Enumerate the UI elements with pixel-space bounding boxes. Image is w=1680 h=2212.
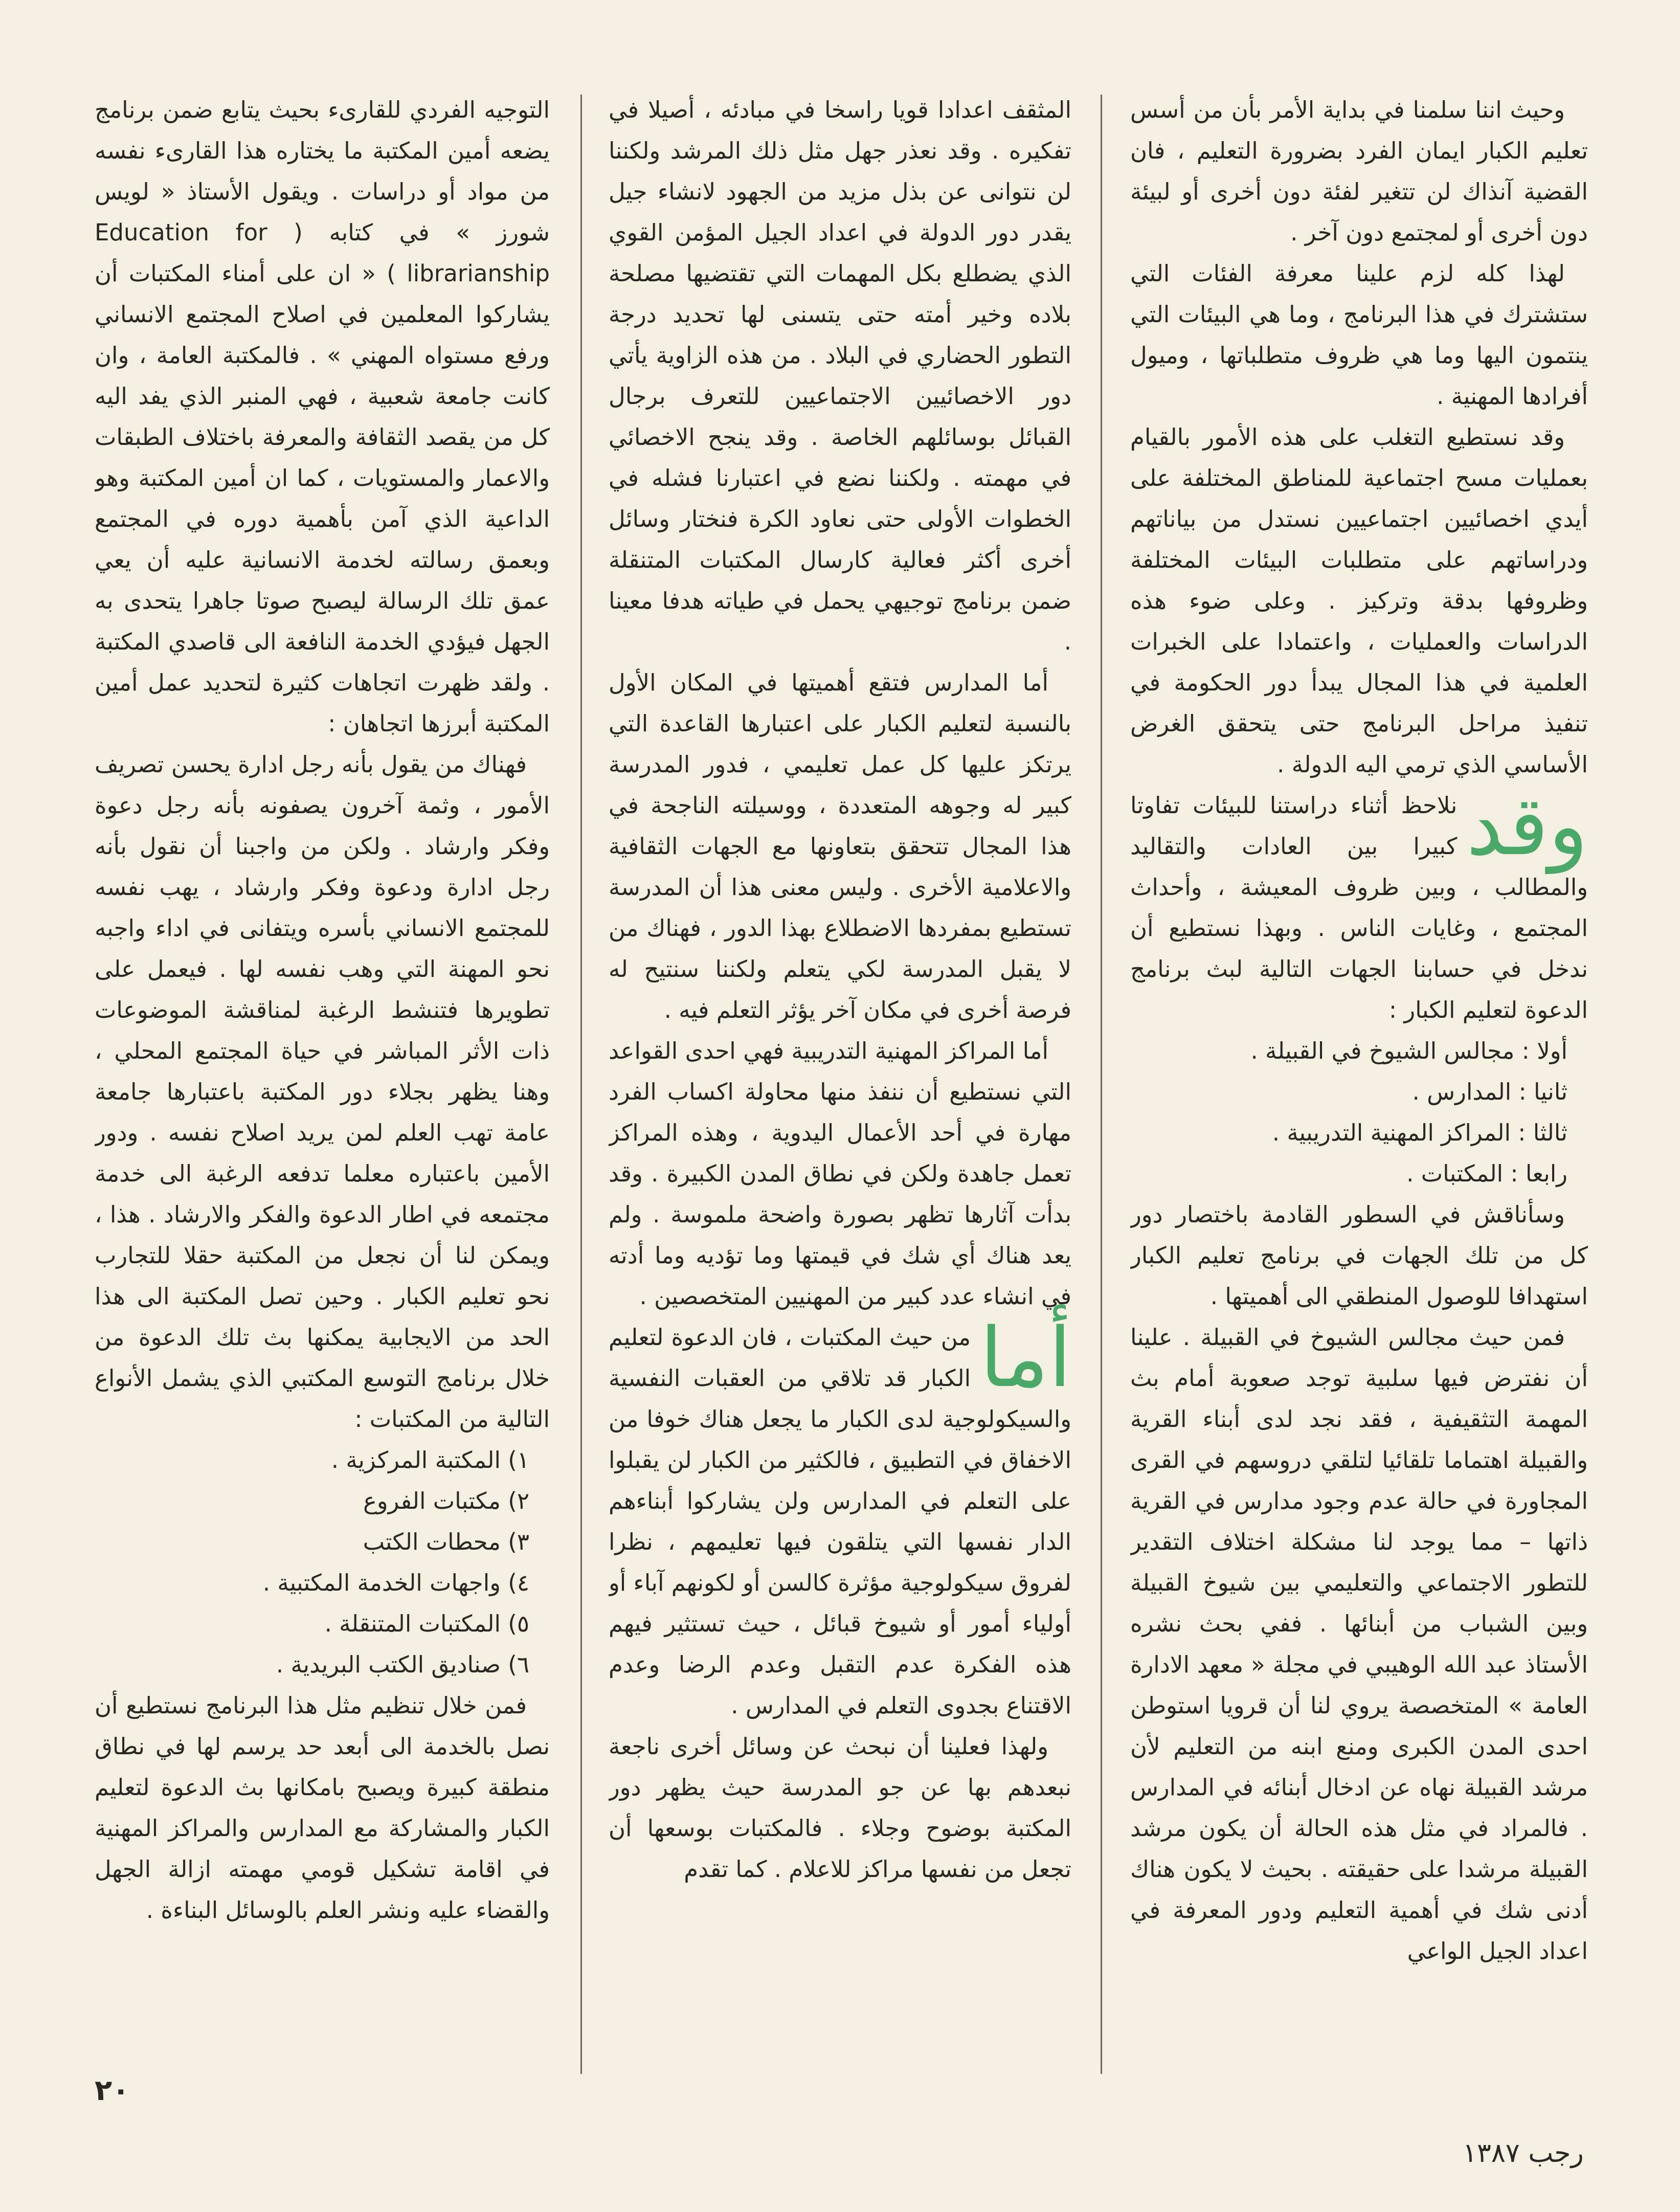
paragraph: فمن خلال تنظيم مثل هذا البرنامج نستطيع أن نصل بالخدمة الى أبعد حد يرسم لها في نطاق منطقة كبيرة ويصبح بامكانها بث الدعوة لتعليم الكبار والمشاركة مع المدارس والمراكز المهنية في اقامة تشكيل قومي مهمته ازالة الجهل والقضاء عليه ونشر العلم بالوسائل البناءة .: [95, 1692, 550, 1924]
bullet-list: [1130, 1031, 1588, 1194]
dropcap: وقد: [1466, 778, 1588, 874]
article-column-right: [1130, 90, 1588, 2079]
article-column-middle: [609, 90, 1071, 2079]
paragraph: أما المراكز المهنية التدريبية فهي احدى القواعد التي نستطيع أن ننفذ منها محاولة اكساب الفرد مهارة في أحد الأعمال اليدوية ، وهذه المراكز تعمل جاهدة ولكن في نطاق المدن الكبيرة . وقد بدأت آثارها تظهر بصورة واضحة ملموسة . ولم يعد هناك أي شك في قيمتها وما تؤديه وما أدته في انشاء عدد كبير من المهنيين المتخصصين .: [609, 1037, 1071, 1310]
list-item: أولا : مجالس الشيوخ في القبيلة .: [1250, 1037, 1567, 1064]
list-item: رابعا : المكتبات .: [1406, 1160, 1567, 1187]
dropcap: أما: [980, 1310, 1071, 1405]
list-item: ثالثا : المراكز المهنية التدريبية .: [1272, 1119, 1567, 1146]
paragraph: المثقف اعدادا قويا راسخا في مبادئه ، أصيلا في تفكيره . وقد نعذر جهل مثل ذلك المرشد ولكننا لن نتوانى عن بذل مزيد من الجهود لانشاء جيل يقدر دور الدولة في اعداد الجيل المؤمن القوي الذي يضطلع بكل المهمات التي تقتضيها مصلحة بلاده وخير أمته حتى يتسنى لها تحديد درجة التطور الحضاري في البلاد . من هذه الزاوية يأتي دور الاخصائيين الاجتماعيين للتعرف برجال القبائل بوسائلهم الخاصة . وقد ينجح الاخصائي في مهمته . ولكننا نضع في اعتبارنا فشله في الخطوات الأولى حتى نعاود الكرة فنختار وسائل أخرى أكثر فعالية كارسال المكتبات المتنقلة ضمن برنامج توجيهي يحمل في طياته هدفا معينا .: [609, 96, 1071, 655]
list-item: ١) المكتبة المركزية .: [331, 1446, 529, 1473]
paragraph: لهذا كله لزم علينا معرفة الفئات التي ستشترك في هذا البرنامج ، وما هي البيئات التي ينتمون اليها وما هي ظروف متطلباتها ، وميول أفرادها المهنية .: [1130, 260, 1588, 410]
list-item: ٥) المكتبات المتنقلة .: [324, 1610, 529, 1637]
list-item: ٤) واجهات الخدمة المكتبية .: [262, 1569, 529, 1596]
paragraph: ولهذا فعلينا أن نبحث عن وسائل أخرى ناجعة نبعدهم بها عن جو المدرسة حيث يظهر دور المكتبة بوضوح وجلاء . فالمكتبات بوسعها أن تجعل من نفسها مراكز للاعلام . كما تقدم: [609, 1733, 1071, 1883]
paragraph: وسأناقش في السطور القادمة باختصار دور كل من تلك الجهات في برنامج تعليم الكبار استهدافا للوصول المنطقي الى أهميتها .: [1130, 1201, 1588, 1310]
article-column-left: [95, 90, 550, 2079]
paragraph-text: من حيث المكتبات ، فان الدعوة لتعليم الكبار قد تلاقي من العقبات النفسية والسيكولوجية لدى الكبار ما يجعل هناك خوفا من الاخفاق في التطبيق ، فالكثير من الكبار لن يقبلوا على التعلم في المدارس ولن يشاركوا أبناءهم الدار نفسها التي يتلقون فيها تعليمهم ، نظرا لفروق سيكولوجية مؤثرة كالسن أو لكونهم آباء أو أولياء أمور أو شيوخ قبائل ، حيث تستثير فيهم هذه الفكرة عدم التقبل وعدم الرضا وعدم الاقتناع بجدوى التعلم في المدارس .: [609, 1324, 1071, 1719]
paragraph: وقد نستطيع التغلب على هذه الأمور بالقيام بعمليات مسح اجتماعية للمناطق المختلفة على أيدي اخصائيين اجتماعيين نستدل من بياناتهم ودراساتهم على متطلبات البيئات المختلفة وظروفها بدقة وتركيز . وعلى ضوء هذه الدراسات والعمليات ، واعتمادا على الخبرات العلمية في هذا المجال يبدأ دور الحكومة في تنفيذ مراحل البرنامج حتى يتحقق الغرض الأساسي الذي ترمي اليه الدولة .: [1130, 423, 1588, 778]
column-divider: [1101, 95, 1102, 2074]
page-number: ٢٠: [95, 2074, 130, 2107]
issue-date: رجب ١٣٨٧: [1463, 2138, 1584, 2169]
list-item: ٢) مكتبات الفروع: [363, 1487, 529, 1514]
paragraph-with-dropcap: [1130, 778, 1588, 1031]
paragraph: أما المدارس فتقع أهميتها في المكان الأول بالنسبة لتعليم الكبار على اعتبارها القاعدة التي يرتكز عليها كل عمل تعليمي ، فدور المدرسة كبير له وجوهه المتعددة ، ووسيلته الناجحة في هذا المجال تتحقق بتعاونها مع الجهات الثقافية والاعلامية الأخرى . وليس معنى هذا أن المدرسة تستطيع بمفردها الاضطلاع بهذا الدور ، فهناك من لا يقبل المدرسة لكي يتعلم ولكننا سنتيح له فرصة أخرى في مكان آخر يؤثر التعلم فيه .: [609, 669, 1071, 1023]
numbered-list: [95, 1440, 550, 1685]
paragraph: وحيث اننا سلمنا في بداية الأمر بأن من أسس تعليم الكبار ايمان الفرد بضرورة التعليم ، فان القضية آنذاك لن تتغير لفئة دون أخرى أو لبيئة دون أخرى أو لمجتمع دون آخر .: [1130, 96, 1588, 246]
paragraph-text: نلاحظ أثناء دراستنا للبيئات تفاوتا كبيرا بين العادات والتقاليد والمطالب ، وبين ظروف المعيشة ، وأحداث المجتمع ، وغايات الناس . وبهذا نستطيع أن ندخل في حسابنا الجهات التالية لبث برنامج الدعوة لتعليم الكبار :: [1130, 792, 1588, 1023]
paragraph: التوجيه الفردي للقارىء بحيث يتابع ضمن برنامج يضعه أمين المكتبة ما يختاره هذا القارىء نفسه من مواد أو دراسات . ويقول الأستاذ « لويس شورز » في كتابه ( Education for librarianship ) « ان على أمناء المكتبات أن يشاركوا المعلمين في اصلاح المجتمع الانساني ورفع مستواه المهني » . فالمكتبة العامة ، وان كانت جامعة شعبية ، فهي المنبر الذي يفد اليه كل من يقصد الثقافة والمعرفة باختلاف الطبقات والاعمار والمستويات ، كما ان أمين المكتبة وهو الداعية الذي آمن بأهمية دوره في المجتمع وبعمق رسالته لخدمة الانسانية عليه أن يعي عمق تلك الرسالة ليصبح صوتا جاهرا يتحدى به الجهل فيؤدي الخدمة النافعة الى قاصدي المكتبة . ولقد ظهرت اتجاهات كثيرة لتحديد عمل أمين المكتبة أبرزها اتجاهان :: [95, 96, 550, 737]
list-item: ٦) صناديق الكتب البريدية .: [276, 1651, 529, 1678]
column-divider: [580, 95, 582, 2074]
list-item: ثانيا : المدارس .: [1412, 1078, 1567, 1105]
paragraph: فهناك من يقول بأنه رجل ادارة يحسن تصريف الأمور ، وثمة آخرون يصفونه بأنه رجل دعوة وفكر وارشاد . ولكن من واجبنا أن نقول بأنه رجل ادارة ودعوة وفكر وارشاد ، يهب نفسه للمجتمع الانساني بأسره ويتفانى في اداء واجبه نحو المهنة التي وهب نفسه لها . فيعمل على تطويرها فتنشط الرغبة لمناقشة الموضوعات ذات الأثر المباشر في حياة المجتمع المحلي ، وهنا يظهر بجلاء دور المكتبة باعتبارها جامعة عامة تهب العلم لمن يريد اصلاح نفسه . ودور الأمين باعتباره معلما تدفعه الرغبة الى خدمة مجتمعه في اطار الدعوة والفكر والارشاد . هذا ، ويمكن لنا أن نجعل من المكتبة حقلا للتجارب نحو تعليم الكبار . وحين تصل المكتبة الى هذا الحد من الايجابية يمكنها بث تلك الدعوة من خلال برنامج التوسع المكتبي الذي يشمل الأنواع التالية من المكتبات :: [95, 751, 550, 1433]
paragraph: فمن حيث مجالس الشيوخ في القبيلة . علينا أن نفترض فيها سلبية توجد صعوبة أمام بث المهمة التثقيفية ، فقد نجد لدى أبناء القرية والقبيلة اهتماما تلقائيا لتلقي دروسهم في القرى المجاورة في حالة عدم وجود مدارس في القرية ذاتها – مما يوجد لنا مشكلة اختلاف التقدير للتطور الاجتماعي والتعليمي بين شيوخ القبيلة وبين الشباب من أبنائها . ففي بحث نشره الأستاذ عبد الله الوهيبي في مجلة « معهد الادارة العامة » المتخصصة يروي لنا أن قرويا استوطن احدى المدن الكبرى ومنع ابنه من التعليم لأن مرشد القبيلة نهاه عن ادخال أبنائه في المدارس . فالمراد في مثل هذه الحالة أن يكون مرشد القبيلة مرشدا على حقيقته . بحيث لا يكون هناك أدنى شك في أهمية التعليم ودور المعرفة في اعداد الجيل الواعي: [1130, 1324, 1588, 1964]
paragraph-with-dropcap: [609, 1310, 1071, 1726]
list-item: ٣) محطات الكتب: [363, 1528, 529, 1555]
